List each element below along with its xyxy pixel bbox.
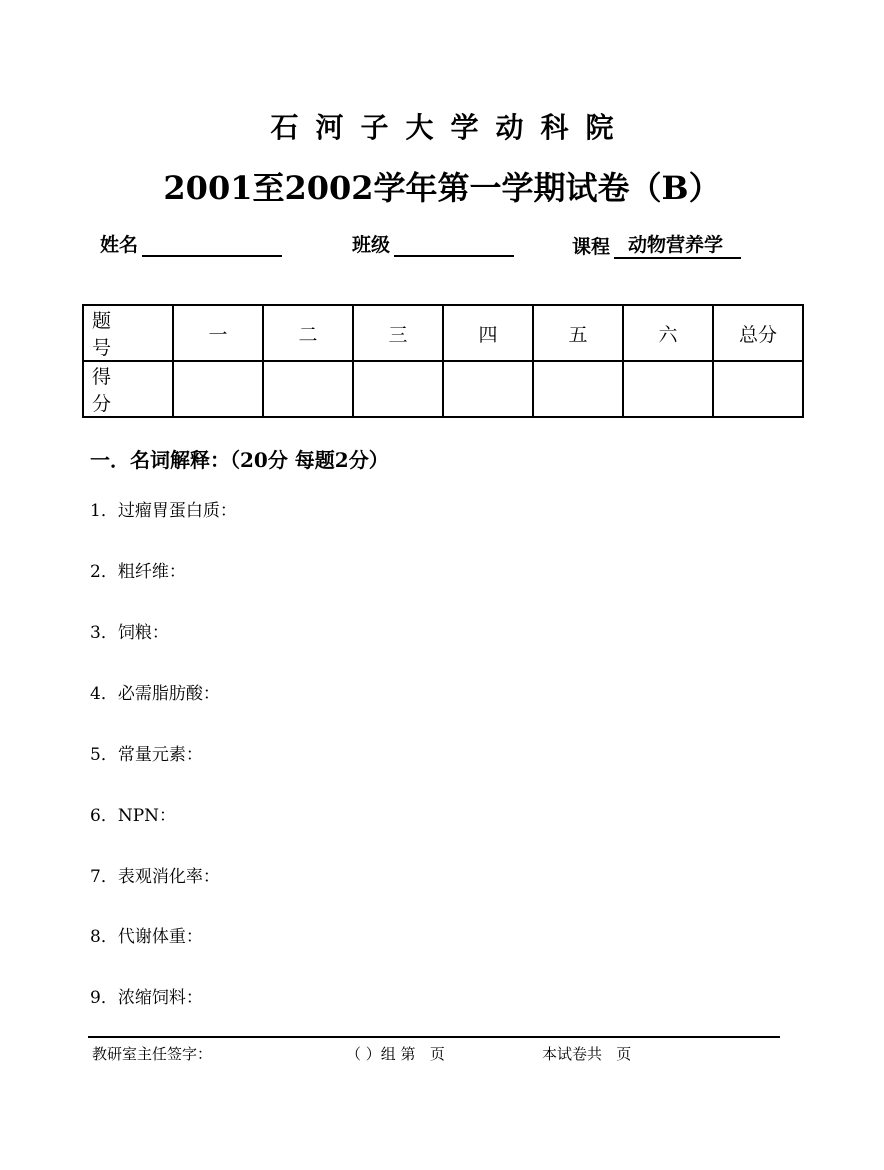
row-header-question-number: 题 号 [83, 305, 173, 361]
table-row-scores [83, 361, 803, 417]
footer-divider [88, 1036, 780, 1038]
institution-title: 石河子大学动科院 [270, 111, 631, 144]
column-header: 一 [173, 305, 263, 361]
question-item: 4．必需脂肪酸： [90, 684, 220, 704]
name-field [100, 230, 282, 257]
score-table [82, 304, 804, 418]
exam-title: 2001至2002学年第一学期试卷（B） [163, 169, 721, 207]
class-field [352, 230, 514, 257]
footer-group-page: （ ）组 第 页 [346, 1045, 445, 1063]
score-cell[interactable] [623, 361, 713, 417]
question-item: 5．常量元素： [90, 745, 203, 765]
table-row-question-numbers [83, 305, 803, 361]
question-item: 8．代谢体重： [90, 927, 203, 947]
question-item: 1．过瘤胃蛋白质： [90, 501, 237, 521]
question-item: 7．表观消化率： [90, 867, 220, 887]
score-cell[interactable] [173, 361, 263, 417]
question-item: 3．饲粮： [90, 623, 169, 643]
course-field [572, 230, 741, 259]
score-cell[interactable] [713, 361, 803, 417]
question-item: 6．NPN： [90, 806, 177, 826]
score-cell[interactable] [263, 361, 353, 417]
column-header: 总分 [713, 305, 803, 361]
score-cell[interactable] [443, 361, 533, 417]
name-label: 姓名 [100, 234, 139, 256]
section-heading: 一．名词解释：（20分 每题2分） [90, 448, 389, 472]
score-cell[interactable] [533, 361, 623, 417]
footer-signature: 教研室主任签字： [92, 1045, 213, 1063]
class-blank[interactable] [394, 231, 514, 257]
column-header: 二 [263, 305, 353, 361]
column-header: 三 [353, 305, 443, 361]
row-header-score: 得 分 [83, 361, 173, 417]
course-value: 动物营养学 [614, 230, 741, 259]
question-item: 2．粗纤维： [90, 562, 186, 582]
footer-total-pages: 本试卷共 页 [542, 1045, 632, 1063]
column-header: 六 [623, 305, 713, 361]
course-label: 课程 [572, 236, 611, 258]
name-blank[interactable] [142, 231, 282, 257]
score-cell[interactable] [353, 361, 443, 417]
column-header: 五 [533, 305, 623, 361]
question-item: 9．浓缩饲料： [90, 988, 203, 1008]
column-header: 四 [443, 305, 533, 361]
class-label: 班级 [352, 234, 391, 256]
